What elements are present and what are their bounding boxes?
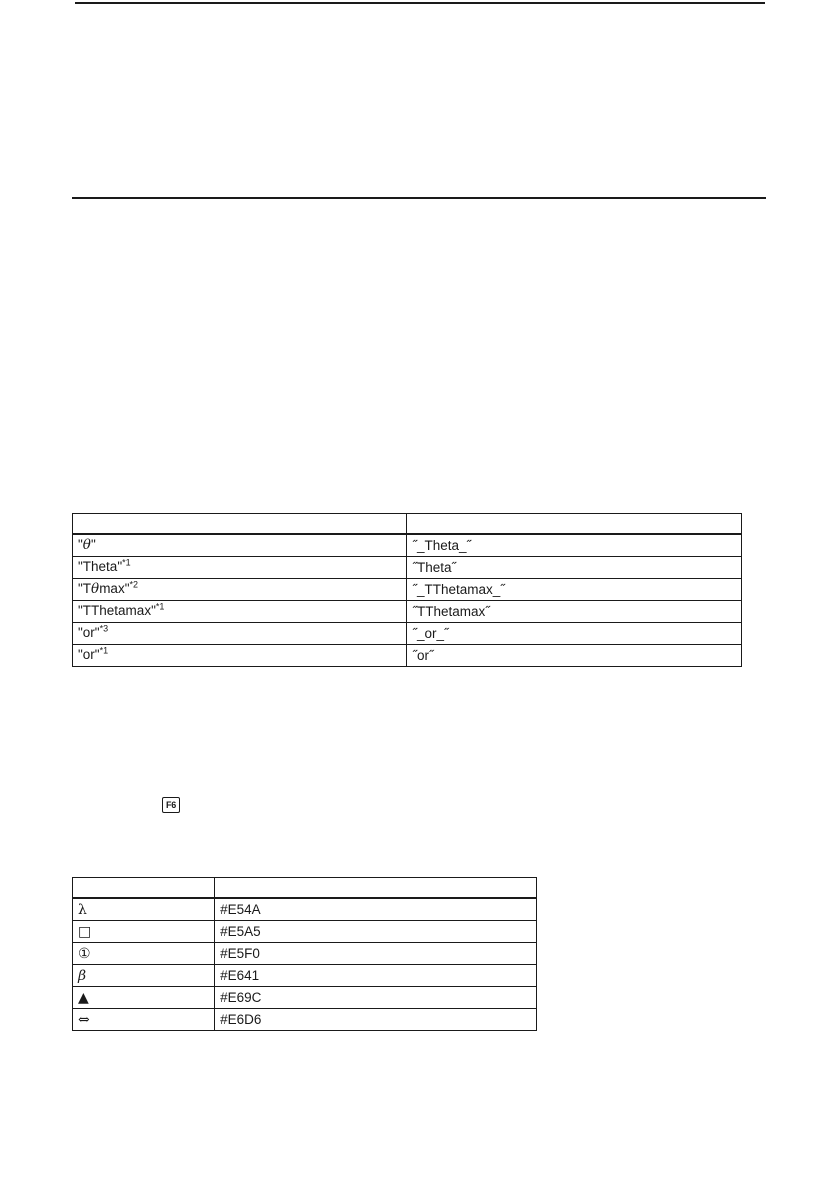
symbol-cell: [73, 943, 215, 965]
table-header-row: [73, 514, 742, 535]
table-header-cell: [407, 514, 742, 535]
page-top-rule: [75, 2, 765, 4]
table-row: [73, 943, 537, 965]
source-string-cell: "Tθmax"$^{*2}$: [73, 579, 407, 601]
converted-string-cell: ˝TThetamax˝: [407, 601, 742, 623]
table-header-row: [73, 878, 537, 899]
double-arrow-symbol: ⇔: [78, 1011, 90, 1028]
table-row: [73, 965, 537, 987]
table-row: [73, 623, 742, 645]
table-header-cell: [215, 878, 537, 899]
table-row: [73, 534, 742, 557]
string-conversion-table: [72, 513, 742, 667]
table-row: [73, 1009, 537, 1031]
square-symbol: □: [78, 923, 92, 940]
triangle-symbol: ▲: [78, 989, 89, 1006]
source-string-cell: "or"$^{*3}$: [73, 623, 407, 645]
symbol-cell: [73, 921, 215, 943]
f6-key-icon: F6: [162, 797, 180, 813]
code-cell: #E69C: [215, 987, 537, 1009]
symbol-cell: [73, 1009, 215, 1031]
table-row: [73, 987, 537, 1009]
source-string-cell: "TThetamax"$^{*1}$: [73, 601, 407, 623]
table-row: [73, 645, 742, 667]
code-cell: #E641: [215, 965, 537, 987]
converted-string-cell: ˝_or_˝: [407, 623, 742, 645]
converted-string-cell: ˝_TThetamax_˝: [407, 579, 742, 601]
converted-string-cell: ˝or˝: [407, 645, 742, 667]
section-divider: [72, 197, 766, 199]
symbol-cell: [73, 898, 215, 921]
converted-string-cell: ˝_Theta_˝: [407, 534, 742, 557]
table-row: [73, 579, 742, 601]
table-header-cell: [73, 878, 215, 899]
source-string-cell: "θ": [73, 534, 407, 557]
code-cell: #E54A: [215, 898, 537, 921]
table-row: [73, 601, 742, 623]
converted-string-cell: ˝Theta˝: [407, 557, 742, 579]
symbol-cell: [73, 987, 215, 1009]
character-code-table: [72, 877, 537, 1031]
symbol-cell: [73, 965, 215, 987]
table-header-cell: [73, 514, 407, 535]
source-string-cell: "or"$^{*1}$: [73, 645, 407, 667]
beta-symbol: β: [78, 967, 87, 984]
source-string-cell: "Theta"$^{*1}$: [73, 557, 407, 579]
lambda-symbol: λ: [78, 901, 87, 918]
code-cell: #E5A5: [215, 921, 537, 943]
code-cell: #E5F0: [215, 943, 537, 965]
table-row: [73, 898, 537, 921]
circled-one-symbol: ①: [78, 945, 91, 962]
table-row: [73, 557, 742, 579]
table-row: [73, 921, 537, 943]
code-cell: #E6D6: [215, 1009, 537, 1031]
